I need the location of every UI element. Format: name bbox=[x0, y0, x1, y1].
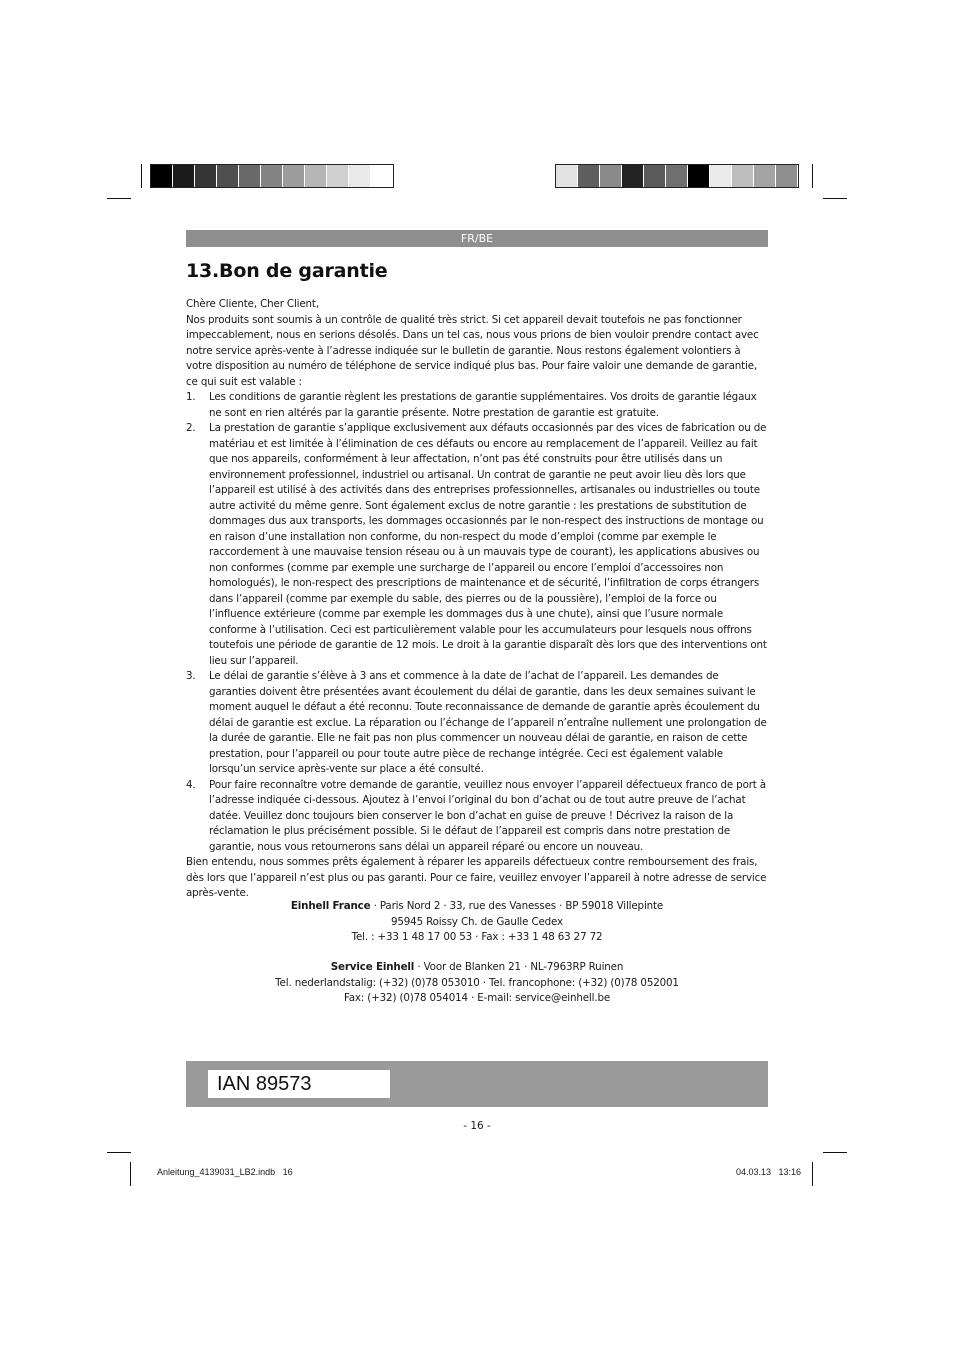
crop-mark bbox=[107, 198, 131, 199]
company-name: Service Einhell bbox=[330, 961, 415, 973]
color-swatch bbox=[600, 165, 622, 187]
color-swatch bbox=[622, 165, 644, 187]
list-item bbox=[186, 421, 768, 669]
color-swatch bbox=[371, 165, 393, 187]
language-header-bar bbox=[186, 230, 768, 247]
color-swatch bbox=[710, 165, 732, 187]
warranty-text bbox=[186, 297, 768, 902]
salutation: Chère Cliente, Cher Client, bbox=[186, 298, 319, 310]
color-swatch bbox=[688, 165, 710, 187]
crop-mark bbox=[812, 164, 813, 188]
color-swatch bbox=[776, 165, 798, 187]
crop-mark bbox=[823, 198, 847, 199]
footer-file-info: Anleitung_4139031_LB2.indb 16 bbox=[157, 1167, 293, 1177]
address-belgium bbox=[186, 960, 768, 1007]
crop-mark bbox=[141, 164, 142, 188]
list-item-number: 4. bbox=[186, 778, 196, 791]
color-calibration-bar-left bbox=[150, 164, 394, 188]
color-swatch bbox=[305, 165, 327, 187]
closing-paragraph: Bien entendu, nous sommes prêts également à réparer les appareils défectueux contre remboursement des frais, dès lors que l’appareil n’est plus ou pas garanti. Pour ce faire, veuillez envoyer l’appareil à notre adresse de service après-vente. bbox=[186, 856, 767, 899]
color-swatch bbox=[556, 165, 578, 187]
color-swatch bbox=[327, 165, 349, 187]
color-swatch bbox=[151, 165, 173, 187]
ian-bar bbox=[186, 1061, 768, 1107]
color-swatch bbox=[195, 165, 217, 187]
color-swatch bbox=[644, 165, 666, 187]
list-item-text: Les conditions de garantie règlent les prestations de garantie supplémentaires. Vos droits de garantie légaux ne sont en rien altérés par la garantie présente. Notre prestation de garantie est gratuite. bbox=[209, 391, 757, 419]
company-name: Einhell France bbox=[290, 900, 371, 912]
crop-mark bbox=[812, 1162, 813, 1186]
list-item bbox=[186, 778, 768, 856]
contact-line: Tel. : +33 1 48 17 00 53 · Fax : +33 1 48 63 27 72 bbox=[351, 931, 603, 943]
list-item-text: La prestation de garantie s’applique exclusivement aux défauts occasionnés par des vices de fabrication ou de matériau et est limitée à l’élimination de ces défauts ou encore au remplacement de l’appareil. Veillez au fait que nos appareils, conformément à leur affectation, n’ont pas été construits pour être utilisés dans un environnement professionnel, industriel ou artisanal. Un contrat de garantie ne peut avoir lieu dès lors que l’appareil est utilisé à des activités dans des entreprises professionnelles, artisanales ou industrielles ou toute autre activité du même genre. Sont également exclus de notre garantie : les prestations de substitution de dommages dus aux transports, les dommages occasionnés par le non-respect des instructions de montage ou en raison d’une installation non conforme, du non-respect du mode d’emploi (comme par exemple le raccordement à une mauvaise tension réseau ou à un mauvais type de courant), les applications abusives ou non conformes (comme par exemple une surcharge de l’appareil ou encore l’emploi d’accessoires non homologués), le non-respect des prescriptions de maintenance et de sécurité, l’infiltration de corps étrangers dans l’appareil (comme par exemple du sable, des pierres ou de la poussière), l’emploi de la force ou l’influence extérieure (comme par exemple les dommages dus à une chute), ainsi que l’usure normale conforme à l’utilisation. Ceci est particulièrement valable pour les accumulateurs pour lesquels nous offrons toutefois une période de garantie de 12 mois. Le droit à la garantie disparaît dès lors que des interventions ont lieu sur l’appareil. bbox=[209, 422, 767, 667]
list-item-text: Pour faire reconnaître votre demande de garantie, veuillez nous envoyer l’appareil défectueux franco de port à l’adresse indiquée ci-dessous. Ajoutez à l’envoi l’original du bon d’achat ou de tout autre preuve de l’achat datée. Veuillez donc toujours bien conserver le bon d’achat en guise de preuve ! Décrivez la raison de la réclamation le plus précisément possible. Si le défaut de l’appareil est compris dans notre prestation de garantie, nous vous retournerons sans délai un appareil réparé ou encore un nouveau. bbox=[209, 778, 766, 853]
address-line: · Paris Nord 2 · 33, rue des Vanesses · BP 59018 Villepinte bbox=[370, 900, 664, 912]
crop-mark bbox=[107, 1152, 131, 1153]
color-swatch bbox=[666, 165, 688, 187]
color-swatch bbox=[754, 165, 776, 187]
list-item bbox=[186, 669, 768, 778]
color-swatch bbox=[578, 165, 600, 187]
warranty-conditions-list bbox=[186, 390, 768, 855]
color-swatch bbox=[283, 165, 305, 187]
list-item-number: 2. bbox=[186, 422, 196, 434]
contact-line: Fax: (+32) (0)78 054014 · E-mail: service@einhell.be bbox=[343, 992, 611, 1004]
footer-date-info: 04.03.13 13:16 bbox=[735, 1167, 801, 1177]
list-item-text: Le délai de garantie s’élève à 3 ans et commence à la date de l’achat de l’appareil. Les demandes de garanties doivent être présentées avant écoulement du délai de garantie, dans les deux semaines suivant le moment auquel le défaut a été reconnu. Toute reconnaissance de demande de garantie après écoulement du délai de garantie est exclue. La réparation ou l’échange de l’appareil n’entraîne nullement une prolongation de la durée de garantie. Elle ne fait pas non plus commencer un nouveau délai de garantie, en raison de cette prestation, pour l’appareil ou pour toute autre pièce de rechange intégrée. Ceci est également valable lorsqu’un service après-vente sur place a été consulté. bbox=[209, 670, 767, 775]
page-number: - 16 - bbox=[463, 1120, 491, 1132]
list-item-number: 1. bbox=[186, 391, 196, 403]
address-line: · Voor de Blanken 21 · NL-7963RP Ruinen bbox=[414, 961, 624, 973]
list-item bbox=[186, 390, 768, 421]
color-swatch bbox=[261, 165, 283, 187]
crop-mark bbox=[823, 1152, 847, 1153]
color-swatch bbox=[239, 165, 261, 187]
crop-mark bbox=[130, 1162, 131, 1186]
ian-number: IAN 89573 bbox=[208, 1070, 390, 1098]
address-france bbox=[186, 899, 768, 946]
intro-paragraph: Nos produits sont soumis à un contrôle de qualité très strict. Si cet appareil devait toutefois ne pas fonctionner impeccablement, nous en serions désolés. Dans un tel cas, nous vous prions de bien vouloir prendre contact avec notre service après-vente à l’adresse indiquée sur le bulletin de garantie. Nous restons également volontiers à votre disposition au numéro de téléphone de service indiqué plus bas. Pour faire valoir une demande de garantie, ce qui suit est valable : bbox=[186, 313, 759, 388]
address-line: 95945 Roissy Ch. de Gaulle Cedex bbox=[390, 915, 564, 928]
list-item-number: 3. bbox=[186, 670, 196, 682]
contact-line: Tel. nederlandstalig: (+32) (0)78 053010 · Tel. francophone: (+32) (0)78 052001 bbox=[275, 976, 679, 989]
color-swatch bbox=[173, 165, 195, 187]
color-swatch bbox=[217, 165, 239, 187]
color-calibration-bar-right bbox=[555, 164, 799, 188]
color-swatch bbox=[732, 165, 754, 187]
language-label: FR/BE bbox=[460, 232, 494, 245]
section-title: 13.Bon de garantie bbox=[186, 260, 388, 282]
color-swatch bbox=[349, 165, 371, 187]
